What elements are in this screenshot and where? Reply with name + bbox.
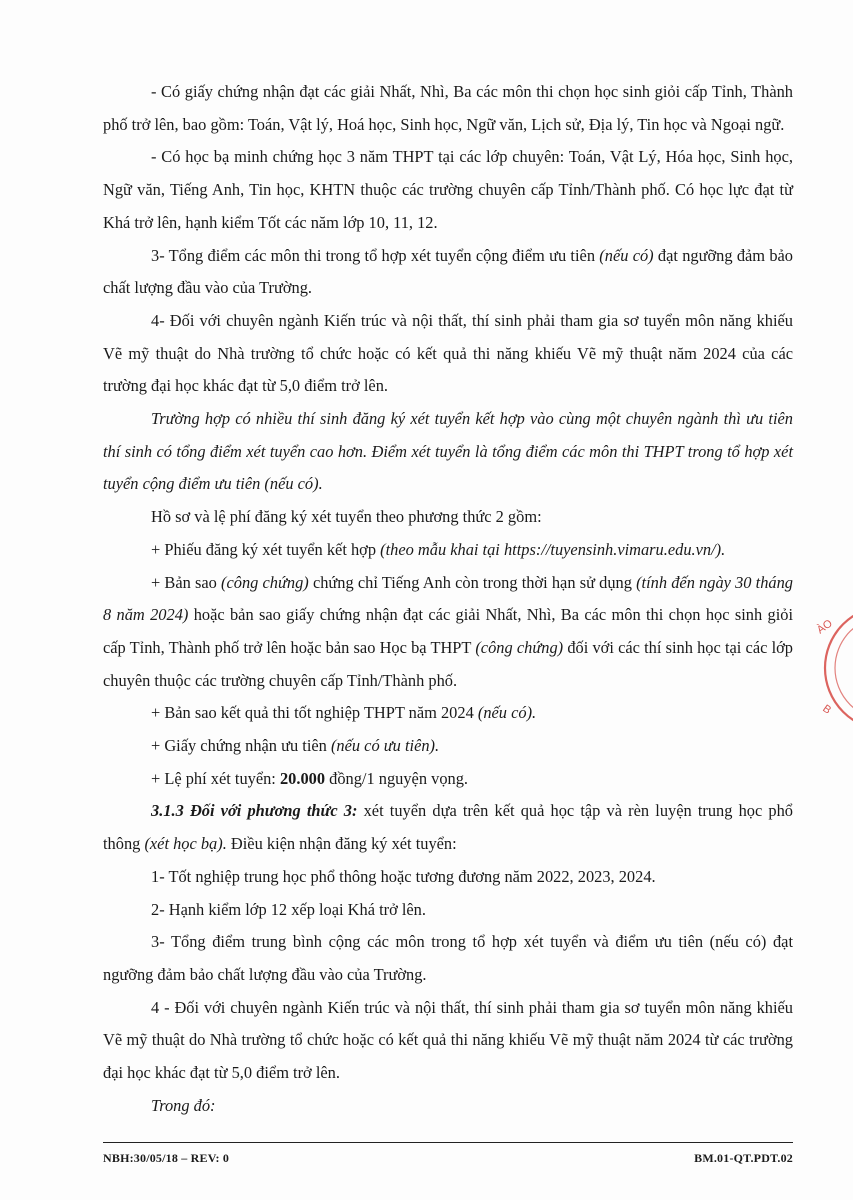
text-span: chứng chỉ Tiếng Anh còn trong thời hạn sử dụng: [308, 572, 637, 592]
paragraph-average-score: 3- Tổng điểm trung bình cộng các môn trong tổ hợp xét tuyển và điểm ưu tiên (nếu có) đạt ngưỡng đảm bảo chất lượng đầu vào của Trường.: [103, 932, 793, 984]
text-span: đối với các thí sinh học tại các lớp chuyên thuộc các trường chuyên cấp Tỉnh/Thành phố.: [103, 637, 793, 690]
italic-note: (xét học bạ).: [144, 834, 227, 854]
svg-text:B: B: [820, 702, 834, 717]
italic-note: (tính đến ngày 30 tháng 8 năm 2024): [103, 572, 793, 625]
paragraph-conduct: 2- Hạnh kiểm lớp 12 xếp loại Khá trở lên.: [151, 899, 426, 919]
text-span: đạt ngưỡng đảm bảo chất lượng đầu vào của Trường.: [103, 245, 793, 298]
paragraph-graduation: 1- Tốt nghiệp trung học phổ thông hoặc tương đương năm 2022, 2023, 2024.: [151, 866, 656, 886]
paragraph-total-score: [103, 240, 793, 305]
paragraph-fee: [103, 763, 793, 796]
text-span: + Giấy chứng nhận ưu tiên: [151, 736, 331, 756]
italic-note: (công chứng): [475, 637, 564, 657]
italic-note: (nếu có ưu tiên).: [330, 736, 440, 756]
page-footer: [103, 1142, 793, 1166]
document-body: [103, 76, 793, 1123]
paragraph-where: Trong đó:: [151, 1095, 216, 1115]
paragraph-dossier-heading: Hồ sơ và lệ phí đăng ký xét tuyển theo phương thức 2 gồm:: [151, 507, 542, 527]
italic-note: (nếu có): [599, 245, 654, 265]
italic-note: (nếu có).: [477, 703, 537, 723]
text-span: Điều kiện nhận đăng ký xét tuyển:: [226, 834, 457, 854]
section-heading: 3.1.3 Đối với phương thức 3:: [151, 801, 358, 821]
paragraph-registration-form: [103, 534, 793, 567]
seal-icon: [812, 598, 853, 738]
text-span: + Phiếu đăng ký xét tuyển kết hợp: [151, 539, 381, 559]
text-span: + Lệ phí xét tuyển:: [151, 768, 280, 788]
paragraph-transcript-specialized: - Có học bạ minh chứng học 3 năm THPT tại các lớp chuyên: Toán, Vật Lý, Hóa học, Sinh học, Ngữ văn, Tiếng Anh, Tin học, KHTN thuộc các trường chuyên cấp Tỉnh/Thành phố. Có học lực đạt từ Khá trở lên, hạnh kiểm Tốt các năm lớp 10, 11, 12.: [103, 147, 793, 232]
text-span: xét tuyển dựa trên kết quả học tập và rèn luyện trung học phổ thông: [103, 801, 794, 854]
paragraph-priority-certificate: [103, 730, 793, 763]
text-span: hoặc bản sao giấy chứng nhận đạt các giải Nhất, Nhì, Ba các môn thi chọn học sinh giỏi cấp Tỉnh, Thành phố trở lên hoặc bản sao Học bạ THPT: [103, 605, 794, 657]
paragraph-exam-result-copy: [103, 697, 793, 730]
footer-revision: NBH:30/05/18 – REV: 0: [103, 1151, 230, 1165]
text-span: + Bản sao: [151, 572, 222, 592]
paragraph-award-certificate: - Có giấy chứng nhận đạt các giải Nhất, Nhì, Ba các môn thi chọn học sinh giỏi cấp Tỉnh, Thành phố trở lên, bao gồm: Toán, Vật lý, Hoá học, Sinh học, Ngữ văn, Lịch sử, Địa lý, Tin học và Ngoại ngữ.: [103, 82, 793, 134]
fee-amount: 20.000: [279, 768, 326, 788]
italic-note: (công chứng): [221, 572, 309, 592]
paragraph-certified-copies: [103, 567, 793, 698]
red-seal-stamp: [812, 598, 853, 738]
text-span: + Bản sao kết quả thi tốt nghiệp THPT năm 2024: [151, 703, 478, 723]
paragraph-architecture-aptitude-2: 4 - Đối với chuyên ngành Kiến trúc và nội thất, thí sinh phải tham gia sơ tuyển môn năng khiếu Vẽ mỹ thuật do Nhà trường tổ chức hoặc có kết quả thi năng khiếu Vẽ mỹ thuật năm 2024 từ các trường đại học khác đạt từ 5,0 điểm trở lên.: [103, 997, 793, 1083]
text-span: đồng/1 nguyện vọng.: [325, 768, 469, 788]
text-span: 3- Tổng điểm các môn thi trong tổ hợp xét tuyển cộng điểm ưu tiên: [151, 245, 600, 265]
paragraph-priority-rule: Trường hợp có nhiều thí sinh đăng ký xét tuyển kết hợp vào cùng một chuyên ngành thì ưu tiên thí sinh có tổng điểm xét tuyển cao hơn. Điểm xét tuyển là tổng điểm các môn thi THPT trong tổ hợp xét tuyển cộng điểm ưu tiên (nếu có).: [103, 409, 793, 494]
paragraph-method-3: [103, 795, 793, 860]
svg-text:ÀO: ÀO: [814, 617, 835, 637]
italic-note: (theo mẫu khai tại https://tuyensinh.vimaru.edu.vn/).: [380, 539, 726, 559]
footer-form-code: BM.01-QT.PDT.02: [694, 1151, 793, 1165]
paragraph-architecture-aptitude: 4- Đối với chuyên ngành Kiến trúc và nội thất, thí sinh phải tham gia sơ tuyển môn năng khiếu Vẽ mỹ thuật do Nhà trường tổ chức hoặc có kết quả thi năng khiếu Vẽ mỹ thuật năm 2024 của các trường đại học khác đạt từ 5,0 điểm trở lên.: [103, 310, 793, 396]
